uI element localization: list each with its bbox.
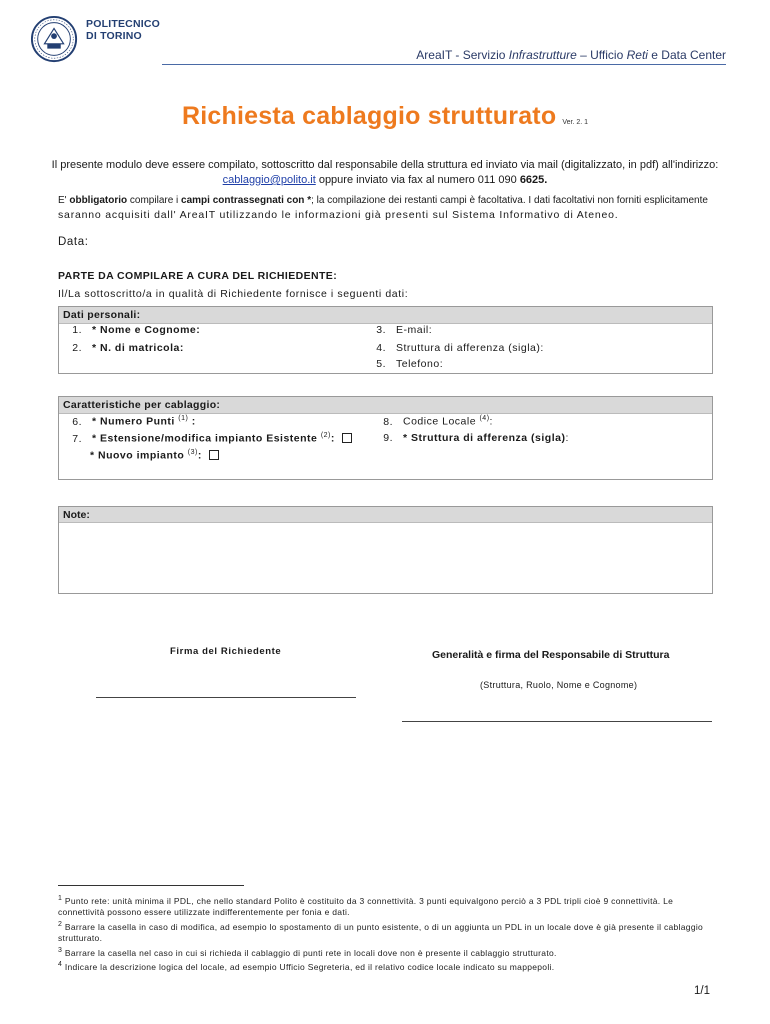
item-label: Telefono: — [396, 358, 444, 370]
politecnico-logo — [30, 14, 160, 70]
date-label: Data: — [58, 236, 89, 248]
item-tail: : — [188, 415, 196, 428]
requester-signature-label: Firma del Richiedente — [170, 646, 282, 657]
new-system-checkbox[interactable] — [209, 450, 219, 460]
intro-fax-text: oppure inviato via fax al numero 011 090 — [315, 174, 520, 186]
intro-line-1: Il presente modulo deve essere compilato, sottoscritto dal responsabile della struttura ed inviato via mail (digitalizzato, in pdf) all'indirizzo: — [51, 159, 719, 171]
header-divider — [162, 64, 726, 65]
header-mid: – Ufficio — [576, 48, 627, 62]
footnote-divider — [58, 885, 244, 886]
requester-signature-line[interactable] — [96, 697, 356, 698]
footnotes — [58, 893, 713, 973]
intro-paragraph — [44, 158, 726, 188]
email-link[interactable]: cablaggio@polito.it — [222, 174, 316, 186]
item-number: 8. — [383, 415, 393, 428]
header-prefix: AreaIT - Servizio — [416, 48, 509, 62]
item-number: 3. — [376, 324, 386, 336]
personal-item-5[interactable] — [362, 358, 443, 370]
mandatory-bold-2: campi contrassegnati con * — [181, 195, 312, 206]
footnote-3 — [58, 945, 713, 959]
intro-line-2 — [44, 173, 726, 188]
personal-data-heading: Dati personali: — [59, 307, 712, 324]
footnote-4 — [58, 959, 713, 973]
logo-line-2: DI TORINO — [86, 30, 142, 42]
university-seal-icon — [30, 14, 78, 64]
mandatory-p2: compilare i — [127, 195, 182, 206]
item-number: 6. — [72, 415, 82, 428]
mandatory-line-2: saranno acquisiti dall' AreaIT utilizzando le informazioni già presenti sul Sistema Informativo di Ateneo. — [58, 209, 619, 221]
mandatory-bold-1: obbligatorio — [69, 195, 128, 206]
cabling-item-9[interactable] — [369, 432, 569, 444]
notes-box[interactable] — [58, 506, 713, 594]
footnote-text: Barrare la casella nel caso in cui si richieda il cablaggio di punti rete in locali dove non è presente il cablaggio strutturato. — [62, 947, 557, 958]
header-italic-1: Infrastrutture — [508, 48, 577, 62]
item-tail: : — [330, 432, 339, 445]
mandatory-p3: ; la compilazione dei restanti campi è facoltativa. I dati facoltativi non forniti esplicitamente — [311, 195, 708, 206]
footnote-ref: (3) — [187, 449, 198, 456]
item-label: * Estensione/modifica impianto Esistente — [92, 432, 321, 445]
personal-item-2[interactable] — [58, 342, 184, 354]
footnote-number: 3 — [58, 946, 63, 954]
item-label: * N. di matricola: — [92, 342, 184, 354]
footnote-text: Indicare la descrizione logica del locale, ad esempio Ufficio Segreteria, ed il relativo codice locale indicato su mappepoli. — [62, 961, 555, 972]
item-label: E-mail: — [396, 324, 433, 336]
page-number: 1/1 — [694, 985, 710, 997]
item-number: 7. — [72, 432, 82, 445]
header-suffix: e Data Center — [647, 48, 726, 62]
cabling-item-8[interactable] — [369, 415, 493, 428]
logo-line-1: POLITECNICO — [86, 18, 160, 30]
cabling-item-6[interactable] — [58, 415, 196, 428]
item-label: * Nome e Cognome: — [92, 324, 201, 336]
footnote-text: Punto rete: unità minima il PDL, che nello standard Polito è costituito da 3 connettività. 3 punti equivalgono perciò a 3 PDL tripli cioè 9 connettività. Le connettività possono essere utilizzate indifferentemente per fonia e dati. — [58, 895, 674, 918]
manager-signature-subtitle: (Struttura, Ruolo, Nome e Cognome) — [480, 680, 638, 690]
section-title: PARTE DA COMPILARE A CURA DEL RICHIEDENTE: — [58, 270, 338, 282]
footnote-ref: (1) — [178, 415, 189, 422]
footnote-ref: (4) — [479, 415, 490, 422]
document-header — [416, 48, 726, 62]
item-number: 4. — [376, 342, 386, 354]
item-tail: : — [565, 432, 569, 444]
logo-text — [86, 18, 160, 42]
footnote-1 — [58, 893, 713, 919]
item-number: 1. — [72, 324, 82, 336]
cabling-item-7[interactable] — [58, 432, 352, 445]
personal-item-4[interactable] — [362, 342, 544, 354]
personal-item-1[interactable] — [58, 324, 200, 336]
item-number: 2. — [72, 342, 82, 354]
item-number: 5. — [376, 358, 386, 370]
item-number: 9. — [383, 432, 393, 444]
item-label: Struttura di afferenza (sigla): — [396, 342, 544, 354]
header-italic-2: Reti — [626, 48, 648, 62]
section-subtitle: Il/La sottoscritto/a in qualità di Richiedente fornisce i seguenti dati: — [58, 288, 409, 300]
manager-signature-line[interactable] — [402, 721, 712, 722]
footnote-ref: (2) — [320, 432, 331, 439]
fax-number-bold: 6625. — [519, 174, 548, 186]
footnote-number: 2 — [58, 920, 63, 928]
item-label: * Nuovo impianto — [90, 449, 188, 462]
mandatory-p1: E' — [58, 195, 70, 206]
existing-system-checkbox[interactable] — [342, 433, 352, 443]
item-tail: : — [489, 415, 493, 428]
footnote-number: 1 — [58, 895, 63, 902]
cabling-item-new[interactable] — [90, 449, 219, 462]
notes-heading: Note: — [59, 507, 712, 523]
version-label: Ver. 2. 1 — [562, 119, 588, 126]
item-label: * Struttura di afferenza (sigla) — [403, 432, 566, 444]
title-row — [0, 102, 770, 131]
cabling-heading: Caratteristiche per cablaggio: — [59, 397, 712, 414]
page-title: Richiesta cablaggio strutturato — [181, 102, 557, 130]
footnote-2 — [58, 919, 713, 945]
item-label: Codice Locale — [403, 415, 480, 428]
item-label: * Numero Punti — [92, 415, 179, 428]
footnote-text: Barrare la casella in caso di modifica, ad esempio lo spostamento di un punto esistente, o di un aggiunta un PDL in un locale dove è già presente il cablaggio strutturato. — [58, 921, 704, 944]
personal-item-3[interactable] — [362, 324, 432, 336]
footnote-number: 4 — [58, 960, 63, 968]
mandatory-notice — [58, 194, 726, 222]
manager-signature-label: Generalità e firma del Responsabile di Struttura — [432, 649, 670, 661]
item-tail: : — [197, 449, 206, 462]
